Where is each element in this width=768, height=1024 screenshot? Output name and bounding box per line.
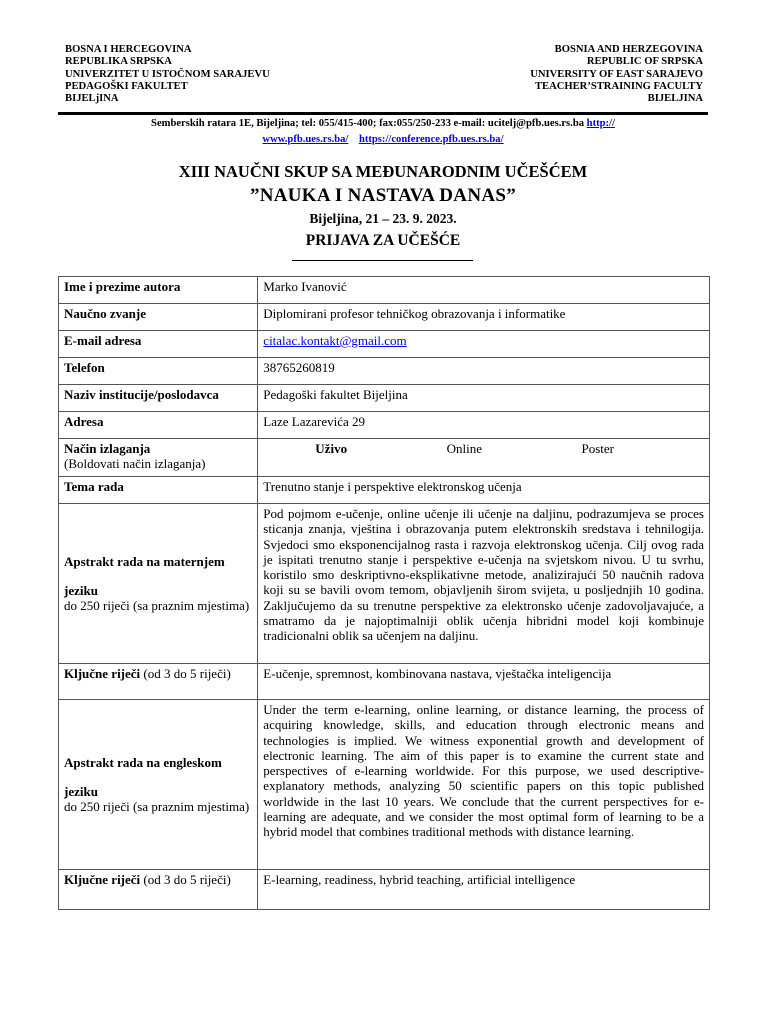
keywords-local-label-cell: [59, 664, 258, 700]
form-row-presentation-mode: [59, 439, 710, 477]
conference-website-link[interactable]: https://conference.pfb.ues.rs.ba/: [358, 134, 504, 145]
topic-label: Tema rada: [59, 477, 258, 504]
institution-label: Naziv institucije/poslodavca: [59, 385, 258, 412]
abstract-local-hint: do 250 riječi (sa praznim mjestima): [64, 598, 250, 614]
mode-option-online[interactable]: Online: [446, 441, 482, 456]
header-left-line: UNIVERZITET U ISTOČNOM SARAJEVU: [65, 68, 270, 80]
header-right-block: [530, 44, 703, 105]
form-row-institution: [59, 385, 710, 412]
form-row-keywords-local: [59, 664, 710, 700]
mode-option-live[interactable]: Uživo: [315, 441, 348, 456]
institution-field[interactable]: Pedagoški fakultet Bijeljina: [258, 385, 710, 412]
header-right-line: BOSNIA AND HERZEGOVINA: [554, 44, 703, 55]
form-row-abstract-local: [59, 504, 710, 664]
website-link-prefix[interactable]: http://: [586, 118, 615, 129]
address-field[interactable]: Laze Lazarevića 29: [258, 412, 710, 439]
form-row-abstract-en: [59, 700, 710, 870]
conference-name: ”NAUKA I NASTAVA DANAS”: [249, 185, 517, 206]
abstract-local-field[interactable]: Pod pojmom e-učenje, online učenje ili učenje na daljinu, podrazumjeva se proces sticanja znanja, vještina i obrazovanja putem elektronskih sredstava i tehnilogija. Svjedoci smo eksponencijalnog rasta i razvoja elektronskog učenja. Cilj ovog rada je ispitati trenutno stanje i perspektive e-učenja na svjetskom nivou. U tu svrhu, koristilo smo deskriptivno-eksplikativne metode, analizirajući 50 naučnih radova koji su se bavili ovom temom, objavljenih širom svijeta, u posljednjih 10 godina. Zaključujemo da su trenutne perspektive za elektronsko učenje zadovoljavajuće, a smatramo da je najoptimalniji oblik učenja hibridni model koji kombinuje tradicionalni oblik sa učenjem na daljinu.: [258, 504, 710, 664]
form-row-author: [59, 277, 710, 304]
author-field[interactable]: Marko Ivanović: [258, 277, 710, 304]
mode-option-poster[interactable]: Poster: [581, 441, 614, 456]
academic-title-label: Naučno zvanje: [59, 304, 258, 331]
faculty-website-link[interactable]: www.pfb.ues.rs.ba/: [262, 134, 349, 145]
contact-address: Semberskih ratara 1E, Bijeljina; tel: 055/415-400; fax:055/250-233 e-mail: ucitelj@pfb.ues.rs.ba: [151, 118, 587, 129]
keywords-en-label: Ključne riječi: [64, 872, 141, 887]
form-row-email: [59, 331, 710, 358]
keywords-en-label-cell: [59, 870, 258, 910]
phone-field[interactable]: 38765260819: [258, 358, 710, 385]
title-underline: [292, 260, 473, 261]
abstract-en-field[interactable]: Under the term e-learning, online learning, or distance learning, the process of acquiring knowledge, skills, and education through electronic means and technologies is implied. We witness exponential growth and development of electronic learning. The aim of this paper is to examine the current state and perspectives of e-learning worldwide. For this purpose, we used descriptive-explanatory methods, analyzing 50 scientific papers on this topic published worldwide in the last 10 years. We conclude that the current perspectives for e-learning are adequate, and we consider the most optimal form of learning to be a hybrid model that combines traditional methods with distance learning.: [258, 700, 710, 870]
header-left-line: BOSNA I HERCEGOVINA: [65, 44, 192, 55]
address-label: Adresa: [59, 412, 258, 439]
form-row-phone: [59, 358, 710, 385]
abstract-en-hint: do 250 riječi (sa praznim mjestima): [64, 799, 250, 815]
header-left-line: REPUBLIKA SRPSKA: [65, 56, 172, 68]
abstract-local-label-2: jeziku: [64, 582, 98, 598]
header-left-line: BIJELjINA: [65, 93, 119, 105]
header-right-line: REPUBLIC OF SRPSKA: [586, 56, 703, 68]
presentation-mode-label-cell: [59, 439, 258, 477]
keywords-en-field[interactable]: E-learning, readiness, hybrid teaching, artificial intelligence: [258, 870, 710, 910]
header-right-line: BIJELJINA: [647, 93, 703, 105]
form-row-keywords-en: [59, 870, 710, 910]
application-form: [58, 276, 710, 910]
header-left-block: [65, 44, 270, 105]
conference-title: XIII NAUČNI SKUP SA MEĐUNARODNIM UČEŠĆEM: [178, 162, 588, 181]
abstract-local-label-cell: [59, 504, 258, 664]
conference-date: Bijeljina, 21 – 23. 9. 2023.: [309, 211, 457, 226]
academic-title-field[interactable]: Diplomirani profesor tehničkog obrazovanja i informatike: [258, 304, 710, 331]
presentation-mode-hint: (Boldovati način izlaganja): [64, 456, 206, 472]
header-right-line: UNIVERSITY OF EAST SARAJEVO: [530, 68, 703, 80]
topic-field[interactable]: Trenutno stanje i perspektive elektronskog učenja: [258, 477, 710, 504]
presentation-mode-field: [258, 439, 710, 477]
email-label: E-mail adresa: [59, 331, 258, 358]
email-field[interactable]: [258, 331, 710, 358]
keywords-local-field[interactable]: E-učenje, spremnost, kombinovana nastava, vještačka inteligencija: [258, 664, 710, 700]
keywords-en-hint: (od 3 do 5 riječi): [140, 872, 231, 887]
form-row-topic: [59, 477, 710, 504]
contact-info: [58, 116, 708, 148]
abstract-en-label: Apstrakt rada na engleskom: [64, 754, 222, 770]
keywords-local-hint: (od 3 do 5 riječi): [140, 666, 231, 681]
abstract-en-label-2: jeziku: [64, 783, 98, 799]
phone-label: Telefon: [59, 358, 258, 385]
email-link[interactable]: citalac.kontakt@gmail.com: [263, 333, 407, 348]
header-divider: [58, 112, 708, 115]
form-title: PRIJAVA ZA UČEŠĆE: [305, 232, 461, 249]
keywords-local-label: Ključne riječi: [64, 666, 141, 681]
header-right-line: TEACHER’STRAINING FACULTY: [534, 80, 703, 92]
author-label: Ime i prezime autora: [59, 277, 258, 304]
presentation-mode-label: Način izlaganja: [64, 441, 151, 456]
form-row-address: [59, 412, 710, 439]
form-row-title: [59, 304, 710, 331]
abstract-local-label: Apstrakt rada na maternjem: [64, 553, 225, 569]
header-left-line: PEDAGOŠKI FAKULTET: [65, 80, 188, 92]
abstract-en-label-cell: [59, 700, 258, 870]
